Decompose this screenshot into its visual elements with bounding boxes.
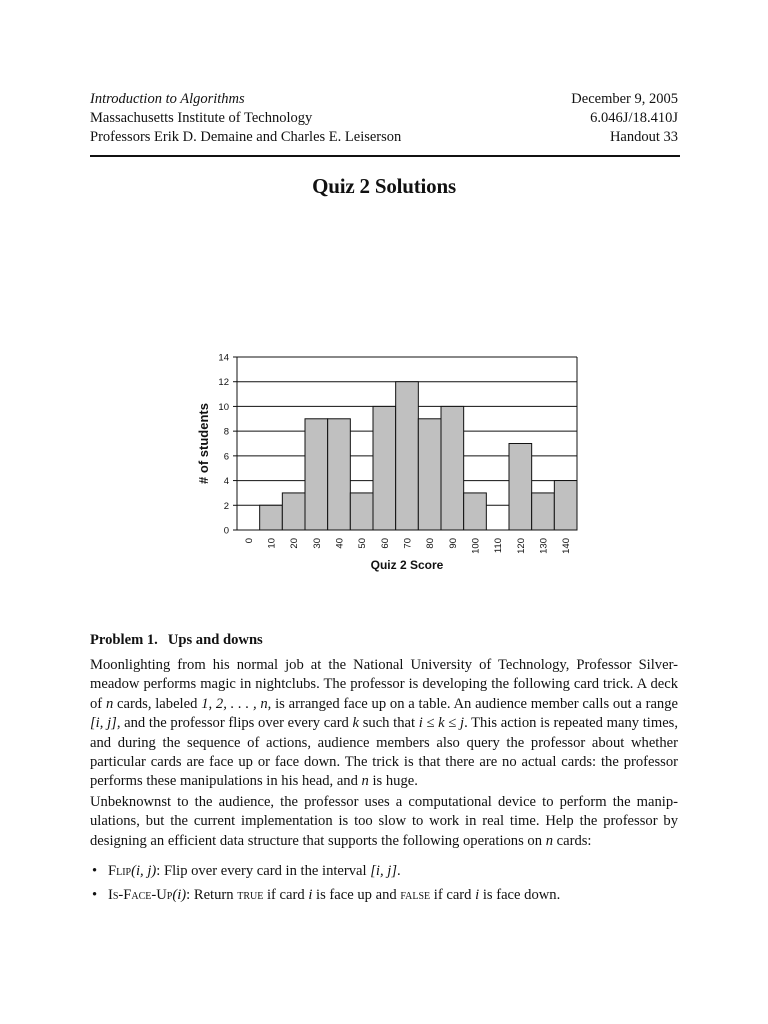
page-title: Quiz 2 Solutions xyxy=(312,174,456,198)
text-run: , is arranged face up on a table. An audience member calls out a range xyxy=(267,695,679,712)
op-args: (i, j) xyxy=(131,863,157,879)
chart-bars xyxy=(260,382,577,530)
operations-list xyxy=(90,862,678,911)
x-tick-labels xyxy=(244,538,572,554)
op-name: Flip xyxy=(108,863,132,879)
math-n: n xyxy=(361,773,369,790)
y-tick-label: 4 xyxy=(223,476,229,488)
bar xyxy=(305,419,328,530)
op-name: Is-Face-Up xyxy=(108,887,173,904)
text-run: . xyxy=(397,863,401,879)
problem-paragraph-1 xyxy=(90,656,678,792)
math-inequality: i ≤ k ≤ j xyxy=(418,715,465,732)
math-n: n xyxy=(545,832,553,849)
text-run: . This action is repeated many times, and during the sequence of actions, audience members also query the professor about whether particular cards are face up or face down. The trick is that there are no actual cards: the professor performs these manipulations in his head, and xyxy=(90,715,678,790)
list-item xyxy=(90,862,678,881)
x-tick-label: 30 xyxy=(311,538,323,549)
text-run: cards, labeled xyxy=(113,695,202,712)
professors: Professors Erik D. Demaine and Charles E. Leiserson xyxy=(90,129,402,145)
y-tick-label: 10 xyxy=(218,401,229,413)
y-tick-label: 0 xyxy=(223,525,229,537)
course-title: Introduction to Algorithms xyxy=(90,91,245,107)
x-tick-label: 0 xyxy=(243,538,255,544)
institute: Massachusetts Institute of Technology xyxy=(90,110,313,126)
x-tick-label: 70 xyxy=(402,538,414,549)
text-run: is face up and xyxy=(312,887,401,904)
handout-number: Handout 33 xyxy=(609,129,678,145)
y-tick-label: 12 xyxy=(218,377,229,389)
math-i: i xyxy=(308,887,313,904)
x-tick-label: 60 xyxy=(379,538,391,549)
problem-subtitle: Ups and downs xyxy=(167,632,263,648)
document-header xyxy=(90,90,678,147)
text-run: Moonlighting from his normal job at the National University of Technology, Professor Silver-meadow performs magic in nightclubs. The professor is developing the following card trick. A deck of xyxy=(90,657,678,712)
y-tick-label: 8 xyxy=(223,426,229,438)
y-tick-labels xyxy=(218,353,229,537)
math-range: [i, j] xyxy=(90,715,117,732)
bar xyxy=(373,406,396,530)
text-run: is face down. xyxy=(479,887,561,904)
bar xyxy=(532,493,555,530)
x-tick-label: 130 xyxy=(538,538,550,554)
header-rule xyxy=(90,155,680,157)
bar xyxy=(441,406,464,530)
x-tick-label: 50 xyxy=(357,538,369,549)
text-run: cards: xyxy=(552,832,592,849)
op-args: (i) xyxy=(172,887,187,904)
op-description: : Return xyxy=(186,887,238,904)
x-tick-label: 20 xyxy=(289,538,301,549)
y-tick-label: 2 xyxy=(223,500,229,512)
bar xyxy=(260,505,283,530)
bar xyxy=(396,382,419,530)
bar xyxy=(282,493,305,530)
math-interval: [i, j] xyxy=(370,863,397,879)
quiz-score-histogram xyxy=(180,345,600,580)
list-item xyxy=(90,886,678,905)
text-run: , and the professor flips over every card xyxy=(116,715,353,732)
bar xyxy=(509,444,532,531)
keyword-true: true xyxy=(237,887,264,904)
problem-paragraph-2 xyxy=(90,793,678,851)
y-tick-label: 14 xyxy=(218,352,229,364)
x-tick-label: 80 xyxy=(425,538,437,549)
bar xyxy=(418,419,441,530)
text-run: is huge. xyxy=(368,773,418,790)
text-run: Unbeknownst to the audience, the professor uses a computational device to perform the manip-ulations, but the current implementation is too slow to work in real time. Help the professor by designing an efficient data structure that supports the following operations on xyxy=(90,794,678,849)
date: December 9, 2005 xyxy=(571,91,678,107)
keyword-false: false xyxy=(400,887,431,904)
bar xyxy=(554,481,577,530)
x-tick-label: 110 xyxy=(493,538,505,554)
x-tick-label: 10 xyxy=(266,538,278,549)
problem-heading xyxy=(90,631,678,650)
course-number: 6.046J/18.410J xyxy=(590,110,678,126)
math-n: n xyxy=(105,695,114,712)
x-tick-label: 90 xyxy=(447,538,459,549)
bar xyxy=(328,419,351,530)
x-tick-label: 100 xyxy=(470,538,482,554)
text-run: if card xyxy=(430,887,476,904)
x-tick-label: 140 xyxy=(561,538,573,554)
y-axis-label: # of students xyxy=(196,403,211,484)
bar xyxy=(350,493,373,530)
text-run: such that xyxy=(359,715,419,732)
x-tick-label: 120 xyxy=(515,538,527,554)
bar xyxy=(464,493,487,530)
text-run: if card xyxy=(263,887,309,904)
op-description: : Flip over every card in the interval xyxy=(156,863,371,879)
x-tick-label: 40 xyxy=(334,538,346,549)
math-k: k xyxy=(352,715,360,732)
problem-number: Problem 1. xyxy=(90,632,158,648)
y-tick-label: 6 xyxy=(223,451,229,463)
math-i: i xyxy=(475,887,480,904)
math-labels: 1, 2, . . . , n xyxy=(201,695,268,712)
x-axis-label: Quiz 2 Score xyxy=(370,558,444,572)
